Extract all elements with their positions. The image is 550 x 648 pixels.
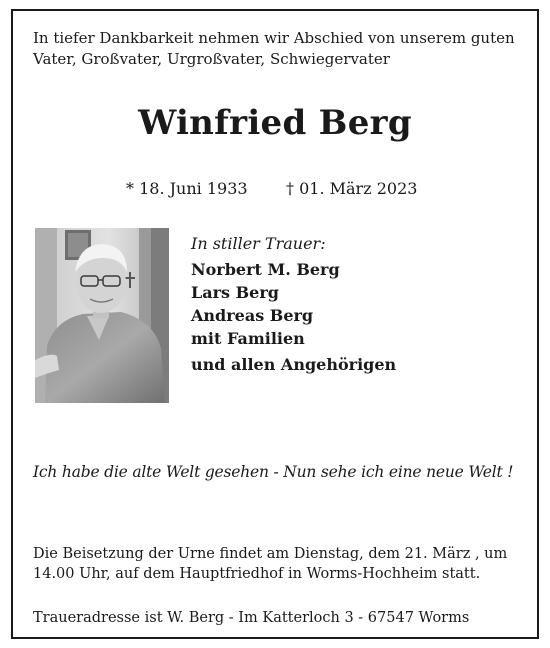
death-date: † 01. März 2023 <box>286 179 418 198</box>
mourners-block <box>191 232 396 376</box>
intro-text <box>33 28 528 70</box>
obituary-notice <box>11 9 539 639</box>
quote-text: Ich habe die alte Welt gesehen - Nun sehe ich eine neue Welt ! <box>33 463 514 481</box>
burial-line: Die Beisetzung der Urne findet am Dienstag, dem 21. März , um <box>33 546 508 562</box>
burial-line: 14.00 Uhr, auf dem Hauptfriedhof in Worms-Hochheim statt. <box>33 566 481 582</box>
mourners-heading: In stiller Trauer: <box>191 234 326 253</box>
mourning-address: Traueradresse ist W. Berg - Im Katterloch 3 - 67547 Worms <box>33 610 470 626</box>
portrait-photo <box>35 228 169 403</box>
mourner-name: mit Familien <box>191 329 305 348</box>
intro-line: Vater, Großvater, Urgroßvater, Schwiegervater <box>33 50 390 68</box>
mourner-name: Norbert M. Berg <box>191 260 340 279</box>
intro-line: In tiefer Dankbarkeit nehmen wir Abschied von unserem guten <box>33 29 515 47</box>
burial-info <box>33 544 533 584</box>
mourners-closing: und allen Angehörigen <box>191 355 397 374</box>
deceased-name: Winfried Berg <box>138 103 412 143</box>
mourner-name: Andreas Berg <box>191 306 314 325</box>
mourner-name: Lars Berg <box>191 283 279 302</box>
birth-date: * 18. Juni 1933 <box>126 179 248 198</box>
